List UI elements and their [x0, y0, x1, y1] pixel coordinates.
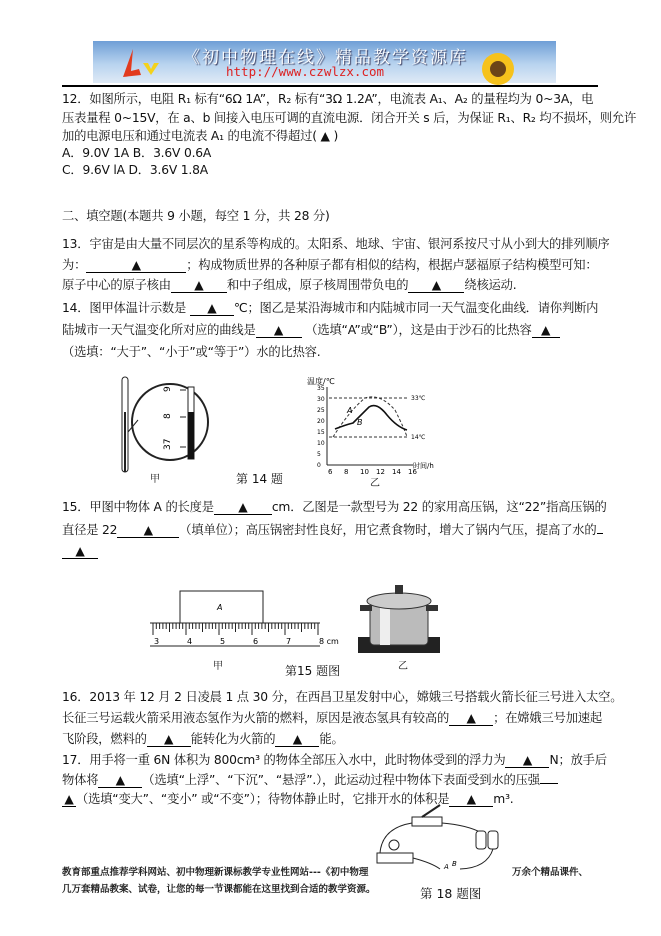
- answer-blank[interactable]: ▲: [98, 774, 142, 788]
- answer-blank[interactable]: ▲: [449, 712, 493, 726]
- y-tick-label: 25: [317, 407, 325, 414]
- header-banner: [93, 41, 556, 83]
- text-segment: （填单位）；高压锅密封性良好，用它煮食物时，增大了锅内气压，提高了水的: [179, 523, 597, 537]
- text-segment: 能。: [319, 732, 344, 746]
- text-line: [62, 710, 602, 726]
- y-tick-label: 30: [317, 396, 325, 403]
- footer-text-1b: 万余个精品课件、: [512, 867, 589, 878]
- y-tick-label: 35: [317, 385, 325, 392]
- text-segment: 为：: [62, 258, 87, 272]
- answer-blank[interactable]: ▲: [408, 279, 464, 293]
- text-line: [62, 522, 603, 538]
- text-segment: 长征三号运载火箭采用液态氢作为火箭的燃料，原因是液态氢具有较高的: [62, 711, 450, 725]
- text-line: [62, 208, 330, 224]
- answer-blank[interactable]: [597, 533, 603, 534]
- text-line: [62, 91, 593, 107]
- text-segment: 和中子组成，原子核周围带负电的: [226, 278, 409, 292]
- answer-blank[interactable]: ▲: [214, 501, 272, 515]
- text-line: [62, 300, 598, 316]
- banner-title: 《初中物理在线》精品教学资源库: [183, 48, 468, 68]
- ruler-label: 8 cm: [319, 637, 339, 646]
- therm-tick: 8: [163, 413, 173, 419]
- text-segment: （选填：“大于”、“小于”或“等于”）水的比热容.: [62, 345, 321, 359]
- answer-blank[interactable]: ▲: [86, 259, 186, 273]
- text-line: [62, 236, 610, 252]
- answer-blank[interactable]: ▲: [449, 793, 493, 807]
- text-segment: 二、填空题(本题共 9 小题，每空 1 分，共 28 分): [62, 209, 330, 223]
- therm-tick: 37: [163, 438, 173, 450]
- terminal-b-label: B: [452, 860, 457, 868]
- x-tick-label: 6: [328, 468, 333, 476]
- therm-tick: 9: [163, 386, 173, 392]
- ruler-label: 3: [154, 637, 160, 646]
- answer-blank[interactable]: [540, 783, 558, 784]
- text-line: [62, 543, 98, 559]
- answer-blank[interactable]: ▲: [505, 754, 549, 768]
- text-segment: 绕核运动.: [464, 278, 517, 292]
- text-segment: （选填“变大”、“变小” 或“不变”）；待物体静止时，它排开水的体积是: [76, 792, 450, 806]
- text-line: [62, 731, 344, 747]
- text-segment: 17．用手将一重 6N 体积为 800cm³ 的物体全部压入水中，此时物体受到的浮力为: [62, 753, 506, 767]
- fig14-jia-label: 甲: [150, 474, 160, 485]
- footer-text-1a: 教育部重点推荐学科网站、初中物理新课标教学专业性网站---《初中物理: [62, 867, 369, 878]
- text-segment: 12．如图所示，电阻 R₁ 标有“6Ω 1A”，R₂ 标有“3Ω 1.2A”，电流表 A₁、A₂ 的量程均为 0~3A，电: [62, 92, 594, 106]
- text-segment: 15．甲图中物体 A 的长度是: [62, 500, 214, 514]
- text-segment: ；构成物质世界的各种原子都有相似的结构，根据卢瑟福原子结构模型可知：: [186, 258, 598, 272]
- thermometer-figure: [110, 372, 230, 482]
- answer-blank[interactable]: ▲: [190, 302, 234, 316]
- chart-xlabel: 时间/h: [413, 462, 434, 470]
- block-a-label: A: [217, 603, 223, 612]
- text-segment: ；在嫦娥三号加速起: [493, 711, 602, 725]
- text-line: [62, 752, 607, 768]
- y-tick-label: 0: [317, 462, 321, 469]
- y-tick-label: 5: [317, 451, 321, 458]
- curve-a-label: A: [347, 406, 353, 415]
- text-line: [62, 322, 560, 338]
- text-segment: A．9.0V 1A B．3.6V 0.6A: [62, 146, 212, 160]
- fig15-caption: 第15 题图: [285, 664, 341, 678]
- text-segment: 陆城市一天气温变化所对应的曲线是: [62, 323, 256, 337]
- text-segment: （选填“A”或“B”），这是由于沙石的比热容: [301, 323, 532, 337]
- ruler-label: 7: [286, 637, 292, 646]
- text-line: [62, 499, 607, 515]
- text-segment: 加的电源电压和通过电流表 A₁ 的电流不得超过( ▲ ): [62, 129, 339, 143]
- curve-b-label: B: [357, 418, 363, 427]
- text-segment: 直径是 22: [62, 523, 118, 537]
- text-segment: 13．宇宙是由大量不同层次的星系等构成的。太阳系、地球、宇宙、银河系按尺寸从小到大的排列顺序: [62, 237, 610, 251]
- text-line: [62, 128, 338, 144]
- footer-text-2: 几万套精品教案、试卷，让您的每一节课都能在这里找到合适的教学资源。: [62, 884, 376, 895]
- text-segment: （选填“上浮”、“下沉”、“悬浮”.），此运动过程中物体下表面受到水的压强: [142, 773, 540, 787]
- text-segment: C．9.6V lA D．3.6V 1.8A: [62, 163, 208, 177]
- answer-blank[interactable]: ▲: [62, 793, 76, 807]
- answer-blank[interactable]: ▲: [532, 324, 560, 338]
- answer-blank[interactable]: ▲: [147, 733, 191, 747]
- answer-blank[interactable]: ▲: [275, 733, 319, 747]
- y-tick-label: 10: [317, 440, 325, 447]
- ruler-label: 6: [253, 637, 259, 646]
- text-segment: 物体将: [62, 773, 99, 787]
- x-tick-label: 10: [360, 468, 369, 476]
- text-line: [62, 162, 208, 178]
- x-tick-label: 14: [392, 468, 401, 476]
- x-tick-label: 8: [344, 468, 349, 476]
- circuit-figure: [372, 803, 512, 875]
- temperature-chart: [305, 375, 435, 475]
- curve-a: [333, 397, 407, 437]
- fig15-yi-label: 乙: [398, 661, 408, 672]
- text-line: [62, 344, 320, 360]
- text-segment: 压表量程 0~15V，在 a、b 间接入电压可调的直流电源．闭合开关 s 后，为保证 R₁、R₂ 均不损坏，则允许: [62, 111, 637, 125]
- ref-low-label: 14℃: [411, 434, 426, 441]
- fig15-jia-label: 甲: [213, 661, 223, 672]
- text-line: [62, 772, 558, 788]
- text-line: [62, 110, 636, 126]
- text-segment: N；放手后: [549, 753, 607, 767]
- text-segment: cm．乙图是一款型号为 22 的家用高压锅，这“22”指高压锅的: [271, 500, 607, 514]
- text-segment: m³.: [493, 792, 514, 806]
- answer-blank[interactable]: ▲: [256, 324, 302, 338]
- text-line: [62, 257, 598, 273]
- y-tick-label: 20: [317, 418, 325, 425]
- banner-url[interactable]: http://www.czwlzx.com: [226, 64, 385, 79]
- text-segment: 飞阶段，燃料的: [62, 732, 147, 746]
- answer-blank[interactable]: ▲: [171, 279, 227, 293]
- fig14-caption: 第 14 题: [236, 472, 283, 486]
- ruler-label: 4: [187, 637, 193, 646]
- ruler-label: 5: [220, 637, 226, 646]
- text-segment: 16．2013 年 12 月 2 日凌晨 1 点 30 分，在西昌卫星发射中心，嫦娥三号搭载火箭长征三号进入太空。: [62, 690, 623, 704]
- x-tick-label: 12: [376, 468, 385, 476]
- answer-blank[interactable]: ▲: [62, 545, 98, 559]
- ref-high-label: 33℃: [411, 395, 426, 402]
- text-line: [62, 145, 211, 161]
- chart-ylabel: 温度/℃: [307, 377, 335, 386]
- text-segment: 能转化为火箭的: [190, 732, 276, 746]
- terminal-a-label: A: [444, 863, 449, 871]
- fig14-yi-label: 乙: [370, 478, 380, 489]
- text-segment: ℃；图乙是某沿海城市和内陆城市同一天气温变化曲线．请你判断内: [233, 301, 599, 315]
- x-tick-label: 16: [408, 468, 417, 476]
- text-line: [62, 277, 516, 293]
- y-tick-label: 15: [317, 429, 325, 436]
- header-divider: [62, 85, 598, 87]
- answer-blank[interactable]: ▲: [117, 524, 179, 538]
- pressure-cooker-image: [358, 585, 443, 653]
- ruler-figure: [150, 588, 339, 650]
- text-line: [62, 689, 622, 705]
- fig18-caption: 第 18 题图: [420, 886, 482, 901]
- text-segment: 14．图甲体温计示数是: [62, 301, 190, 315]
- text-segment: 原子中心的原子核由: [62, 278, 171, 292]
